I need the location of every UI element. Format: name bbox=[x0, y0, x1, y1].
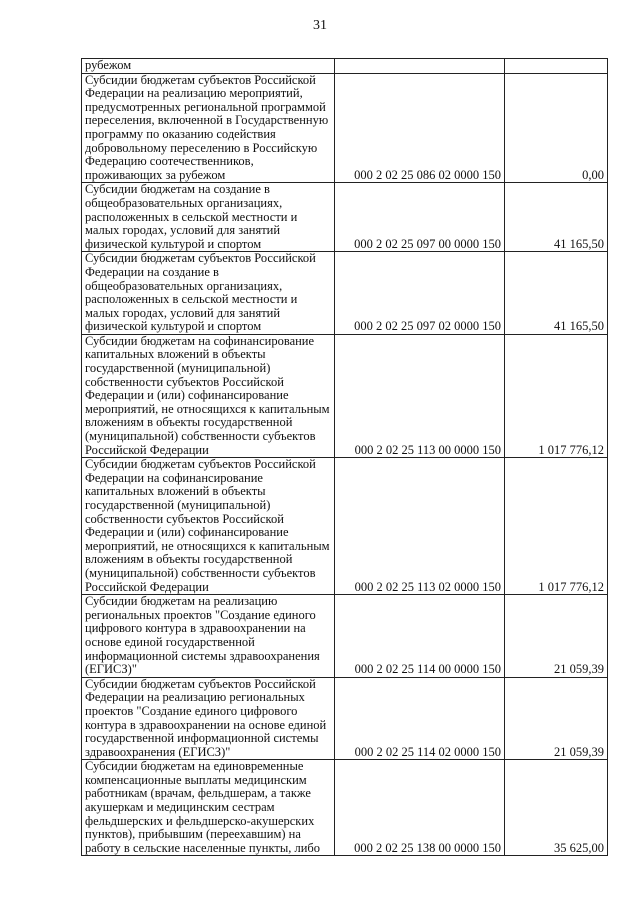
row-code: 000 2 02 25 113 00 0000 150 bbox=[335, 334, 505, 457]
row-amount: 41 165,50 bbox=[505, 183, 608, 252]
row-description: Субсидии бюджетам на создание в общеобразовательных организациях, расположенных в сельской местности и малых городах, условий для занятий физической культурой и спортом bbox=[82, 183, 335, 252]
row-amount: 1 017 776,12 bbox=[505, 458, 608, 595]
row-description: Субсидии бюджетам на реализацию региональных проектов "Создание единого цифрового контура в здравоохранении на основе единой государственной информационной системы здравоохранения (ЕГИСЗ)" bbox=[82, 595, 335, 678]
table-row bbox=[82, 59, 608, 74]
row-description: Субсидии бюджетам субъектов Российской Федерации на создание в общеобразовательных организациях, расположенных в сельской местности и малых городах, условий для занятий физической культурой и спортом bbox=[82, 252, 335, 335]
row-description: Субсидии бюджетам субъектов Российской Федерации на софинансирование капитальных вложений в объекты государственной (муниципальной) собственности субъектов Российской Федерации и (или) софинансирование мероприятий, не относящихся к капитальным вложениям в объекты государственной (муниципальной) собственности субъектов Российской Федерации bbox=[82, 458, 335, 595]
row-description: Субсидии бюджетам субъектов Российской Федерации на реализацию мероприятий, предусмотренных региональной программой переселения, включенной в Государственную программу по оказанию содействия добровольному переселению в Российскую Федерацию соотечественников, проживающих за рубежом bbox=[82, 73, 335, 183]
row-amount: 35 625,00 bbox=[505, 760, 608, 856]
row-code: 000 2 02 25 097 00 0000 150 bbox=[335, 183, 505, 252]
table-row bbox=[82, 334, 608, 457]
row-code: 000 2 02 25 138 00 0000 150 bbox=[335, 760, 505, 856]
page-number: 31 bbox=[313, 18, 327, 33]
budget-table bbox=[81, 58, 608, 856]
row-description: Субсидии бюджетам на единовременные компенсационные выплаты медицинским работникам (врачам, фельдшерам, а также акушеркам и медицинским сестрам фельдшерских и фельдшерско-акушерских пунктов), прибывшим (переехавшим) на работу в сельские населенные пункты, либо bbox=[82, 760, 335, 856]
table-row bbox=[82, 595, 608, 678]
row-code: 000 2 02 25 113 02 0000 150 bbox=[335, 458, 505, 595]
row-code bbox=[335, 59, 505, 74]
row-amount: 0,00 bbox=[505, 73, 608, 183]
row-description: Субсидии бюджетам на софинансирование капитальных вложений в объекты государственной (муниципальной) собственности субъектов Российской Федерации и (или) софинансирование мероприятий, не относящихся к капитальным вложениям в объекты государственной (муниципальной) собственности субъектов Российской Федерации bbox=[82, 334, 335, 457]
table-row bbox=[82, 677, 608, 760]
row-amount: 41 165,50 bbox=[505, 252, 608, 335]
table-row bbox=[82, 760, 608, 856]
row-amount: 21 059,39 bbox=[505, 677, 608, 760]
table-row bbox=[82, 73, 608, 183]
row-amount: 21 059,39 bbox=[505, 595, 608, 678]
row-code: 000 2 02 25 114 02 0000 150 bbox=[335, 677, 505, 760]
table-row bbox=[82, 183, 608, 252]
row-amount bbox=[505, 59, 608, 74]
row-code: 000 2 02 25 086 02 0000 150 bbox=[335, 73, 505, 183]
table-row bbox=[82, 252, 608, 335]
table-row bbox=[82, 458, 608, 595]
row-description: Субсидии бюджетам субъектов Российской Федерации на реализацию региональных проектов "Создание единого цифрового контура в здравоохранении на основе единой государственной информационной системы здравоохранения (ЕГИСЗ)" bbox=[82, 677, 335, 760]
row-description: рубежом bbox=[82, 59, 335, 74]
row-amount: 1 017 776,12 bbox=[505, 334, 608, 457]
row-code: 000 2 02 25 097 02 0000 150 bbox=[335, 252, 505, 335]
row-code: 000 2 02 25 114 00 0000 150 bbox=[335, 595, 505, 678]
